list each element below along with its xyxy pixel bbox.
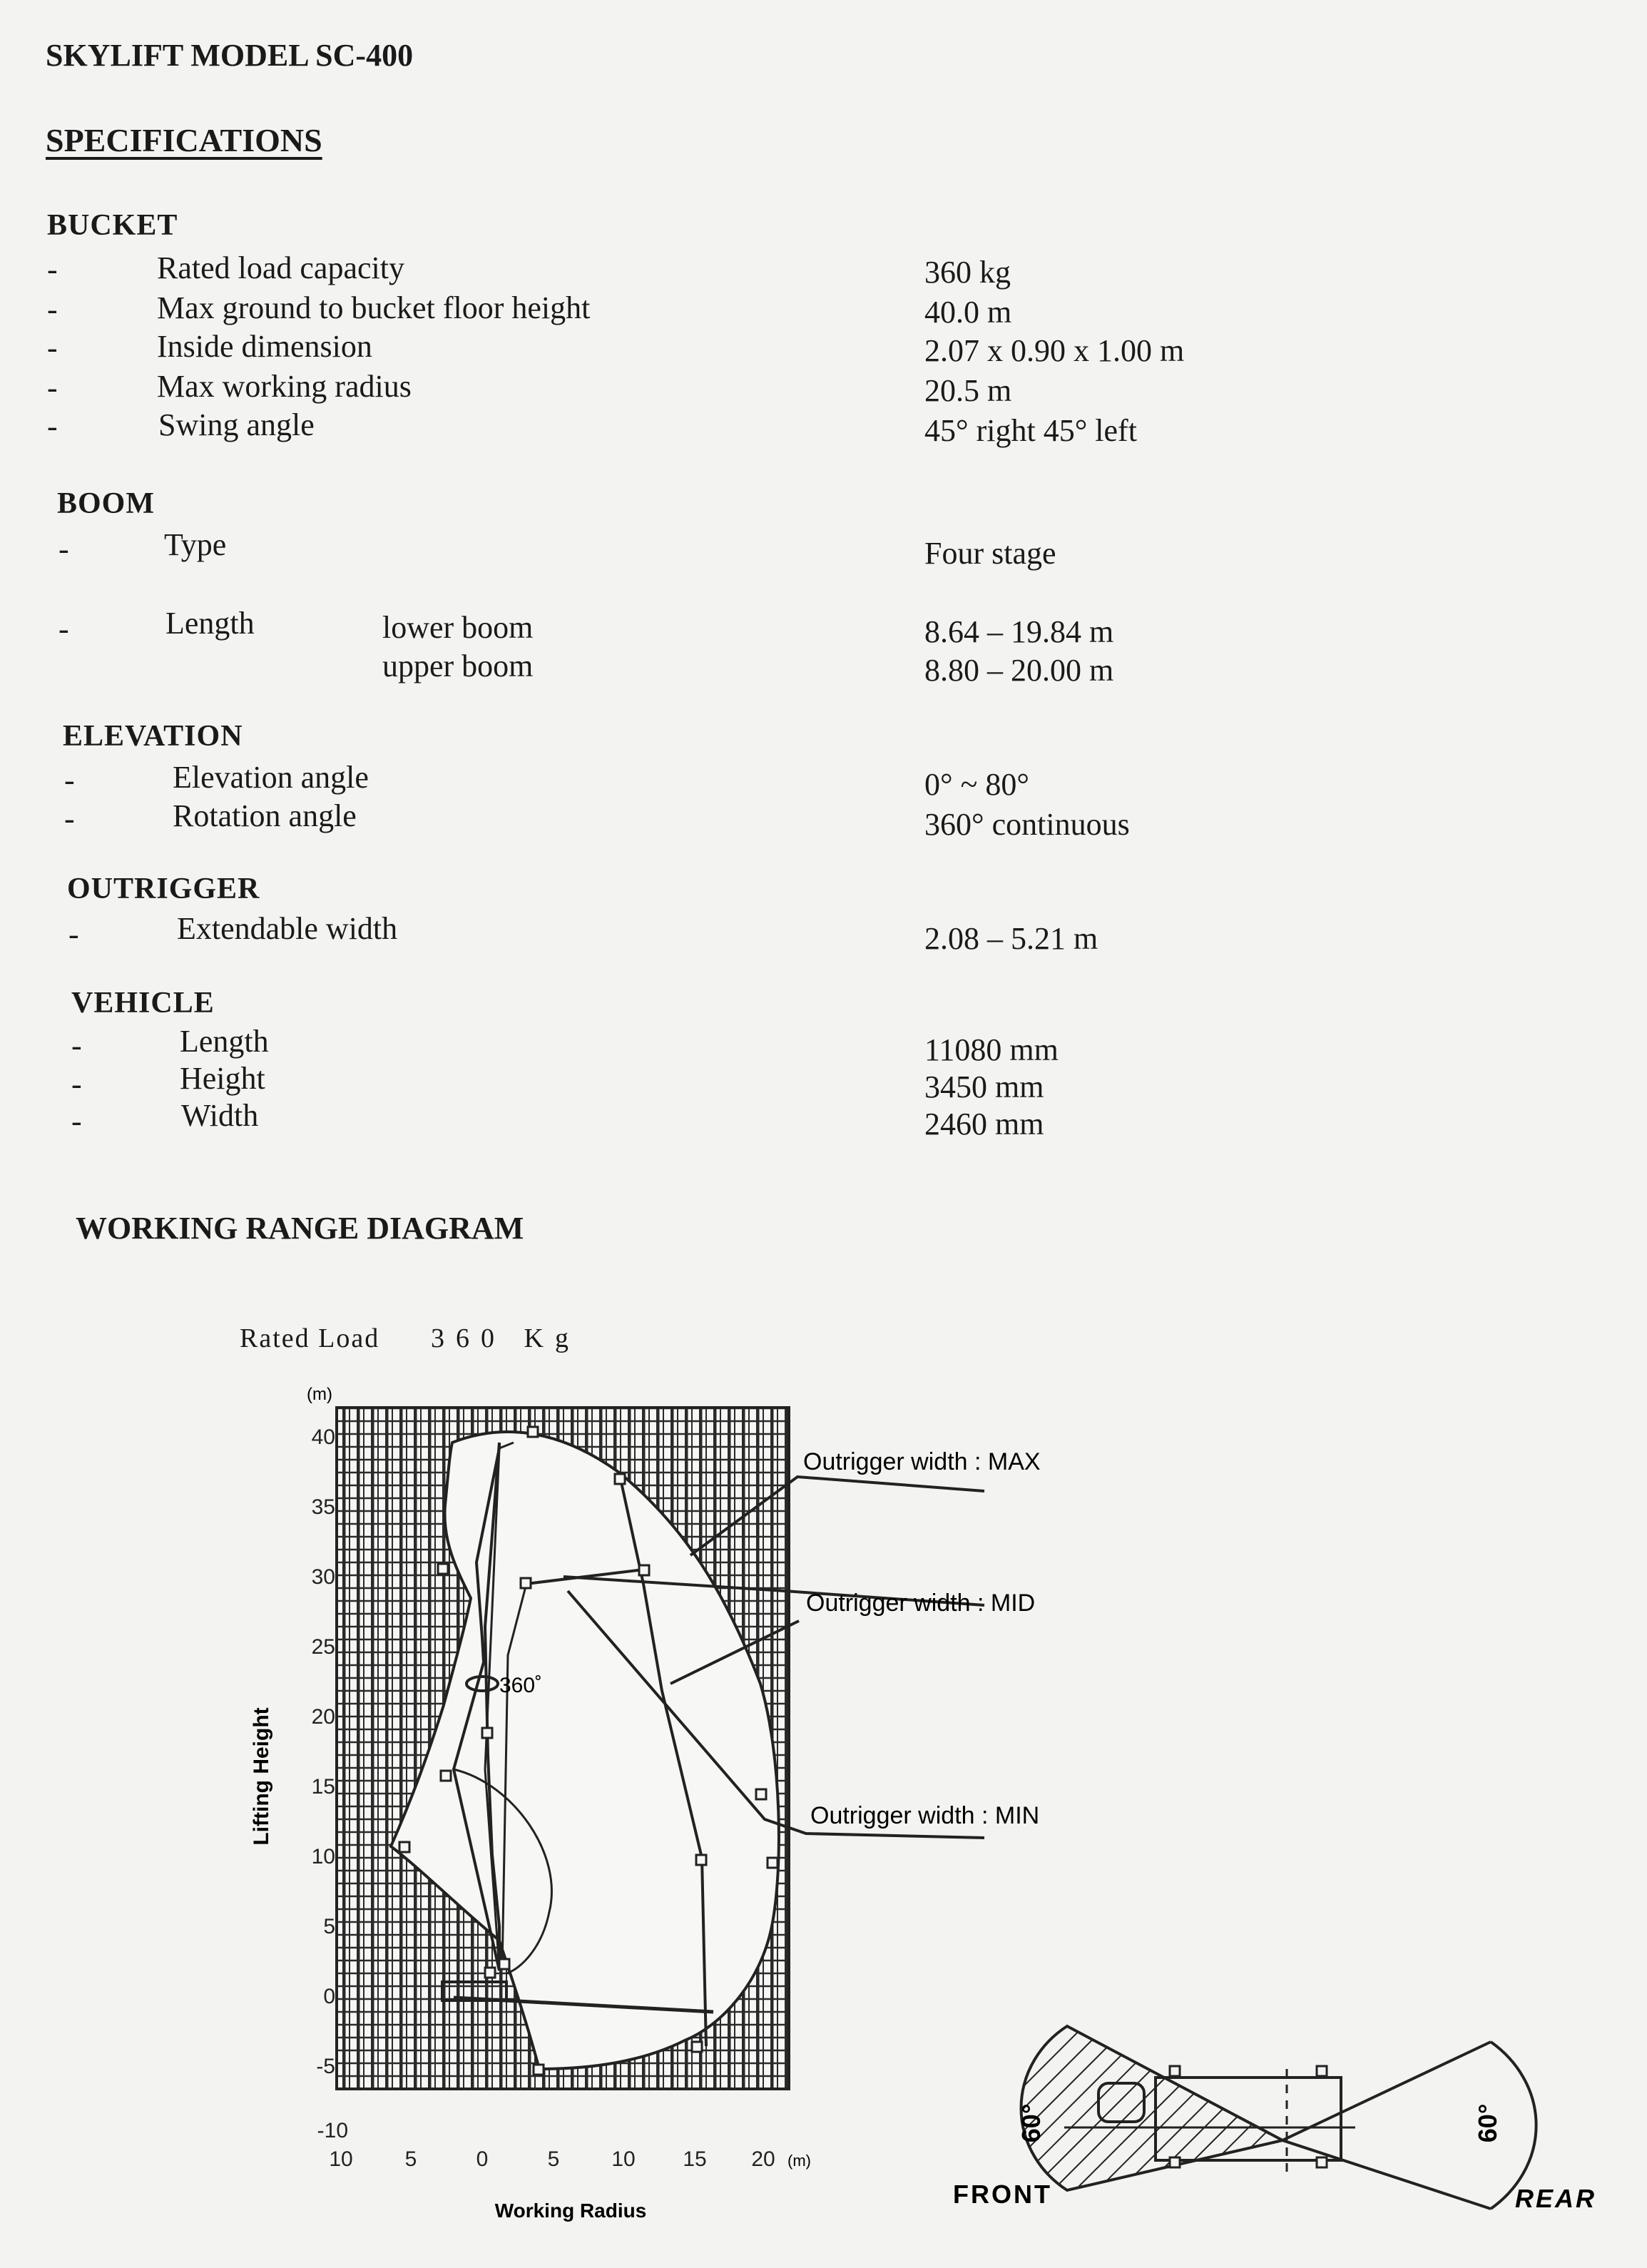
spec-value: 45° right 45° left: [924, 413, 1137, 448]
spec-value: 20.5 m: [924, 373, 1012, 408]
section-heading-boom: BOOM: [57, 487, 155, 520]
rear-label: REAR: [1515, 2184, 1597, 2213]
section-heading-vehicle: VEHICLE: [71, 987, 215, 1019]
x-tick-label: 15: [683, 2147, 707, 2171]
bullet-dash: -: [47, 292, 58, 327]
front-swing-zone: [1021, 2026, 1283, 2190]
bullet-dash: -: [58, 532, 69, 566]
x-tick-label: 10: [329, 2147, 353, 2171]
x-tick-label: 0: [476, 2147, 489, 2171]
rated-load-label: Rated Load: [240, 1323, 380, 1353]
spec-label: Rotation angle: [173, 798, 357, 833]
spec-label: Width: [181, 1098, 259, 1133]
x-tick-label: 10: [611, 2147, 636, 2171]
x-tick-label: 5: [404, 2147, 417, 2171]
y-tick-label: 25: [311, 1635, 335, 1659]
rated-load-value: 360 Kg: [431, 1323, 580, 1353]
spec-value: 360° continuous: [924, 807, 1130, 842]
bullet-dash: -: [47, 409, 58, 444]
spec-value: 2.08 – 5.21 m: [924, 921, 1098, 956]
y-tick-label: 10: [311, 1845, 335, 1868]
spec-value-lower-boom: 8.64 – 19.84 m: [924, 614, 1114, 649]
spec-label: Length: [180, 1024, 269, 1059]
y-tick-label: 40: [311, 1425, 335, 1449]
plan-view-diagram: [1021, 2026, 1536, 2209]
rotation-label: 360˚: [499, 1674, 543, 1697]
x-axis-label: Working Radius: [494, 2200, 647, 2222]
callout-outrigger-min: Outrigger width : MIN: [810, 1802, 1040, 1829]
spec-label: Max ground to bucket floor height: [157, 290, 591, 325]
y-axis-label: Lifting Height: [250, 1707, 273, 1846]
y-tick-label: 30: [311, 1565, 335, 1589]
section-heading-bucket: BUCKET: [47, 209, 178, 242]
spec-label: Elevation angle: [173, 760, 369, 795]
spec-value-upper-boom: 8.80 – 20.00 m: [924, 653, 1114, 688]
spec-value: 40.0 m: [924, 295, 1012, 330]
spec-value: 2.07 x 0.90 x 1.00 m: [924, 333, 1185, 368]
spec-label: Extendable width: [177, 911, 398, 946]
section-heading-outrigger: OUTRIGGER: [67, 873, 260, 905]
y-tick-label: -10: [317, 2119, 348, 2142]
y-tick-label: 5: [323, 1915, 335, 1938]
y-tick-label: -5: [316, 2055, 335, 2078]
spec-label-length: Length: [165, 606, 255, 641]
spec-value: 0° ~ 80°: [924, 767, 1029, 802]
callout-outrigger-mid: Outrigger width : MID: [806, 1590, 1036, 1617]
y-tick-label: 35: [311, 1495, 335, 1519]
spec-value: 3450 mm: [924, 1069, 1044, 1104]
spec-label: Max working radius: [157, 369, 412, 404]
y-tick-label: 15: [311, 1775, 335, 1799]
y-tick-label: 20: [311, 1705, 335, 1729]
front-angle-label: 60°: [1016, 2103, 1046, 2143]
spec-label: Swing angle: [158, 407, 315, 442]
spec-label: Rated load capacity: [157, 250, 404, 285]
working-range-diagram-heading: WORKING RANGE DIAGRAM: [76, 1211, 524, 1246]
x-axis-unit: (m): [787, 2152, 811, 2170]
spec-value: 11080 mm: [924, 1032, 1059, 1067]
bullet-dash: -: [64, 801, 75, 836]
spec-value-type: Four stage: [924, 536, 1056, 571]
x-axis-ticks: [329, 2147, 775, 2171]
chart-area: [337, 1408, 789, 2089]
bullet-dash: -: [68, 917, 79, 952]
spec-label-upper-boom: upper boom: [382, 649, 534, 683]
front-label: FRONT: [953, 2180, 1052, 2209]
bullet-dash: -: [64, 763, 75, 798]
bullet-dash: -: [47, 370, 58, 405]
callout-outrigger-max: Outrigger width : MAX: [803, 1448, 1041, 1475]
spec-label-lower-boom: lower boom: [382, 610, 534, 645]
bullet-dash: -: [71, 1028, 82, 1063]
spec-value: 2460 mm: [924, 1107, 1044, 1141]
spec-label: Height: [180, 1061, 265, 1096]
specifications-heading: SPECIFICATIONS: [46, 122, 322, 158]
y-tick-label: 0: [323, 1985, 335, 2008]
x-tick-label: 5: [547, 2147, 560, 2171]
bullet-dash: -: [47, 252, 58, 287]
bullet-dash: -: [47, 330, 58, 365]
rear-swing-lines: [1283, 2042, 1491, 2209]
spec-label-type: Type: [164, 527, 227, 562]
spec-value: 360 kg: [924, 255, 1011, 290]
rear-angle-label: 60°: [1473, 2103, 1502, 2143]
bullet-dash: -: [58, 611, 69, 646]
working-range-diagram: [0, 1356, 1647, 2268]
section-heading-elevation: ELEVATION: [63, 720, 243, 753]
y-axis-unit: (m): [307, 1385, 332, 1404]
x-tick-label: 20: [751, 2147, 775, 2171]
document-title: SKYLIFT MODEL SC-400: [46, 38, 414, 73]
bullet-dash: -: [71, 1067, 82, 1102]
bullet-dash: -: [71, 1104, 82, 1139]
spec-label: Inside dimension: [157, 329, 372, 364]
